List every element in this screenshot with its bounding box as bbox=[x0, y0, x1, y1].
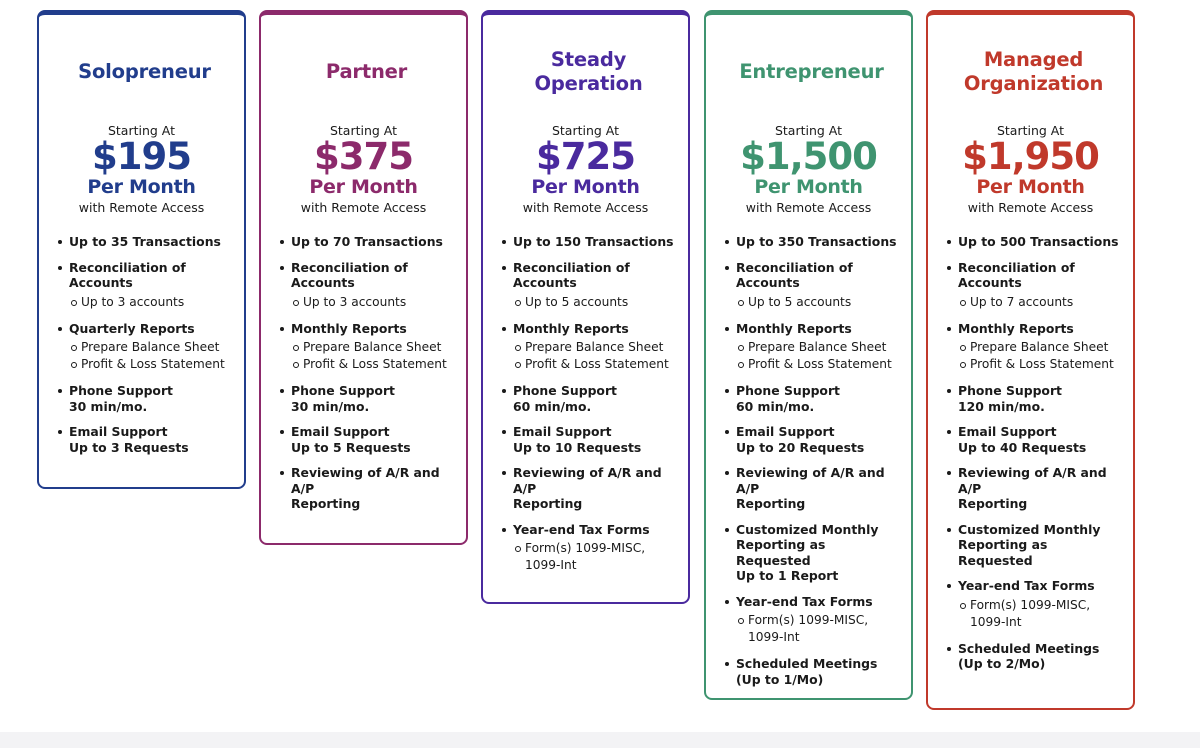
plan-name: Solopreneur bbox=[78, 60, 211, 83]
feature-title: Phone Support bbox=[69, 383, 173, 398]
pricing-card-partner bbox=[259, 10, 468, 545]
feature-title: Reconciliation of Accounts bbox=[69, 259, 186, 290]
plan-price: $725 bbox=[536, 135, 635, 178]
feature-list bbox=[55, 234, 234, 455]
sub-feature-item: Up to 3 accounts bbox=[291, 294, 456, 311]
feature-detail: Reporting bbox=[736, 496, 806, 511]
sub-feature-list bbox=[736, 294, 901, 311]
feature-detail: Up to 1 Report bbox=[736, 568, 839, 583]
feature-detail: 30 min/mo. bbox=[69, 398, 148, 414]
feature-title: Phone Support bbox=[513, 383, 617, 398]
feature-title: Customized Monthly Reporting as Requested bbox=[958, 521, 1101, 568]
feature-item bbox=[722, 465, 901, 512]
feature-detail: Up to 3 Requests bbox=[69, 439, 189, 455]
sub-feature-item: Up to 3 accounts bbox=[69, 294, 234, 311]
per-month-label: Per Month bbox=[976, 176, 1085, 198]
feature-title: Year-end Tax Forms bbox=[736, 593, 873, 609]
feature-item bbox=[722, 321, 901, 374]
feature-item bbox=[722, 424, 901, 455]
feature-item bbox=[499, 522, 678, 575]
starting-at-label: Starting At bbox=[774, 123, 843, 138]
sub-feature-list bbox=[291, 294, 456, 311]
feature-title: Reconciliation of Accounts bbox=[513, 259, 630, 290]
feature-detail: (Up to 1/Mo) bbox=[736, 671, 824, 687]
feature-item bbox=[722, 594, 901, 647]
feature-item bbox=[499, 321, 678, 374]
feature-title: Email Support bbox=[291, 424, 390, 439]
sub-feature-list bbox=[736, 339, 901, 373]
remote-access-label: with Remote Access bbox=[522, 200, 649, 215]
feature-item bbox=[944, 234, 1123, 250]
per-month-label: Per Month bbox=[309, 176, 418, 198]
starting-at-label: Starting At bbox=[107, 123, 176, 138]
sub-feature-list bbox=[513, 339, 678, 373]
feature-item bbox=[944, 465, 1123, 512]
sub-feature-list bbox=[958, 294, 1123, 311]
feature-title: Reconciliation of Accounts bbox=[958, 259, 1075, 290]
plan-price: $195 bbox=[92, 135, 191, 178]
feature-title: Customized Monthly Reporting as Requested bbox=[736, 521, 879, 568]
feature-item bbox=[944, 383, 1123, 414]
feature-item bbox=[277, 465, 456, 512]
per-month-label: Per Month bbox=[531, 176, 640, 198]
sub-feature-list bbox=[958, 339, 1123, 373]
feature-title: Monthly Reports bbox=[291, 320, 407, 336]
remote-access-label: with Remote Access bbox=[300, 200, 427, 215]
feature-item bbox=[722, 383, 901, 414]
sub-feature-item: Profit & Loss Statement bbox=[69, 356, 234, 373]
feature-item bbox=[499, 383, 678, 414]
feature-title: Monthly Reports bbox=[736, 320, 852, 336]
feature-detail: 60 min/mo. bbox=[513, 398, 592, 414]
feature-title: Email Support bbox=[736, 424, 835, 439]
sub-feature-item: Up to 7 accounts bbox=[958, 294, 1123, 311]
plan-price: $375 bbox=[314, 135, 413, 178]
feature-detail: Reporting bbox=[291, 496, 361, 511]
feature-title: Phone Support bbox=[736, 383, 840, 398]
feature-title: Reconciliation of Accounts bbox=[291, 259, 408, 290]
feature-title: Monthly Reports bbox=[958, 320, 1074, 336]
sub-feature-item: Form(s) 1099-MISC, 1099-Int bbox=[513, 540, 678, 574]
feature-item bbox=[944, 321, 1123, 374]
feature-item bbox=[499, 260, 678, 311]
sub-feature-item: Prepare Balance Sheet bbox=[958, 339, 1123, 356]
feature-item bbox=[499, 424, 678, 455]
feature-item bbox=[722, 522, 901, 584]
feature-title: Email Support bbox=[958, 424, 1057, 439]
sub-feature-list bbox=[291, 339, 456, 373]
feature-title: Reviewing of A/R and A/P bbox=[958, 465, 1107, 496]
plan-price: $1,950 bbox=[962, 135, 1099, 178]
feature-title: Year-end Tax Forms bbox=[958, 578, 1095, 593]
feature-detail: Up to 40 Requests bbox=[958, 439, 1087, 455]
feature-item bbox=[944, 522, 1123, 569]
feature-title: Year-end Tax Forms bbox=[513, 521, 650, 537]
feature-list bbox=[499, 234, 678, 574]
feature-title: Quarterly Reports bbox=[69, 320, 195, 336]
sub-feature-list bbox=[958, 597, 1123, 631]
sub-feature-item: Prepare Balance Sheet bbox=[513, 339, 678, 356]
sub-feature-item: Profit & Loss Statement bbox=[958, 356, 1123, 373]
page-bottom-strip bbox=[0, 732, 1200, 748]
feature-item bbox=[944, 424, 1123, 455]
feature-title: Monthly Reports bbox=[513, 320, 629, 336]
feature-item bbox=[277, 234, 456, 250]
sub-feature-list bbox=[69, 294, 234, 311]
feature-list bbox=[944, 234, 1123, 672]
remote-access-label: with Remote Access bbox=[967, 200, 1094, 215]
feature-detail: 30 min/mo. bbox=[291, 398, 370, 414]
sub-feature-list bbox=[513, 540, 678, 574]
sub-feature-list bbox=[736, 612, 901, 646]
per-month-label: Per Month bbox=[87, 176, 196, 198]
feature-item bbox=[277, 321, 456, 374]
sub-feature-item: Profit & Loss Statement bbox=[291, 356, 456, 373]
feature-detail: Reporting bbox=[958, 496, 1028, 511]
feature-item bbox=[55, 383, 234, 414]
feature-title: Scheduled Meetings bbox=[958, 640, 1100, 656]
remote-access-label: with Remote Access bbox=[745, 200, 872, 215]
feature-title: Up to 70 Transactions bbox=[291, 234, 443, 249]
feature-detail: Up to 5 Requests bbox=[291, 439, 411, 455]
plan-name: Partner bbox=[325, 60, 408, 83]
per-month-label: Per Month bbox=[754, 176, 863, 198]
feature-title: Reviewing of A/R and A/P bbox=[513, 465, 662, 496]
feature-item bbox=[722, 656, 901, 687]
feature-item bbox=[722, 260, 901, 311]
sub-feature-item: Profit & Loss Statement bbox=[736, 356, 901, 373]
plan-name: Managed Organization bbox=[963, 48, 1104, 95]
feature-item bbox=[722, 234, 901, 250]
sub-feature-item: Form(s) 1099-MISC, 1099-Int bbox=[736, 612, 901, 646]
sub-feature-item: Up to 5 accounts bbox=[736, 294, 901, 311]
sub-feature-item: Up to 5 accounts bbox=[513, 294, 678, 311]
feature-item bbox=[277, 424, 456, 455]
feature-list bbox=[722, 234, 901, 687]
feature-detail: Up to 10 Requests bbox=[513, 439, 642, 455]
feature-title: Reviewing of A/R and A/P bbox=[736, 465, 885, 496]
remote-access-label: with Remote Access bbox=[78, 200, 205, 215]
feature-title: Reviewing of A/R and A/P bbox=[291, 465, 440, 496]
feature-item bbox=[499, 465, 678, 512]
pricing-card-solopreneur bbox=[37, 10, 246, 489]
feature-item bbox=[944, 641, 1123, 672]
feature-title: Email Support bbox=[69, 424, 168, 439]
sub-feature-list bbox=[513, 294, 678, 311]
pricing-card-entrepreneur bbox=[704, 10, 913, 700]
feature-title: Up to 350 Transactions bbox=[736, 234, 897, 249]
plan-name: Entrepreneur bbox=[739, 60, 884, 83]
feature-item bbox=[55, 424, 234, 455]
feature-detail: Reporting bbox=[513, 496, 583, 511]
feature-title: Phone Support bbox=[958, 383, 1062, 398]
feature-detail: 60 min/mo. bbox=[736, 398, 815, 414]
starting-at-label: Starting At bbox=[996, 123, 1065, 138]
sub-feature-list bbox=[69, 339, 234, 373]
feature-item bbox=[944, 260, 1123, 311]
feature-title: Email Support bbox=[513, 424, 612, 439]
feature-detail: Up to 20 Requests bbox=[736, 439, 865, 455]
feature-item bbox=[55, 260, 234, 311]
starting-at-label: Starting At bbox=[329, 123, 398, 138]
plan-price: $1,500 bbox=[740, 135, 877, 178]
starting-at-label: Starting At bbox=[551, 123, 620, 138]
feature-list bbox=[277, 234, 456, 512]
feature-title: Up to 500 Transactions bbox=[958, 234, 1119, 249]
feature-title: Scheduled Meetings bbox=[736, 656, 878, 671]
plan-name: Steady Operation bbox=[534, 48, 643, 95]
pricing-card-managed-organization bbox=[926, 10, 1135, 710]
feature-title: Reconciliation of Accounts bbox=[736, 259, 853, 290]
feature-detail: (Up to 2/Mo) bbox=[958, 656, 1046, 671]
sub-feature-item: Prepare Balance Sheet bbox=[736, 339, 901, 356]
sub-feature-item: Form(s) 1099-MISC, 1099-Int bbox=[958, 597, 1123, 631]
feature-item bbox=[277, 383, 456, 414]
feature-detail: 120 min/mo. bbox=[958, 398, 1045, 414]
feature-item bbox=[55, 321, 234, 374]
feature-title: Phone Support bbox=[291, 383, 395, 398]
pricing-card-steady-operation bbox=[481, 10, 690, 604]
feature-title: Up to 35 Transactions bbox=[69, 234, 221, 249]
feature-item bbox=[944, 578, 1123, 631]
sub-feature-item: Profit & Loss Statement bbox=[513, 356, 678, 373]
feature-item bbox=[55, 234, 234, 250]
feature-item bbox=[277, 260, 456, 311]
feature-title: Up to 150 Transactions bbox=[513, 234, 674, 249]
sub-feature-item: Prepare Balance Sheet bbox=[69, 339, 234, 356]
feature-item bbox=[499, 234, 678, 250]
sub-feature-item: Prepare Balance Sheet bbox=[291, 339, 456, 356]
